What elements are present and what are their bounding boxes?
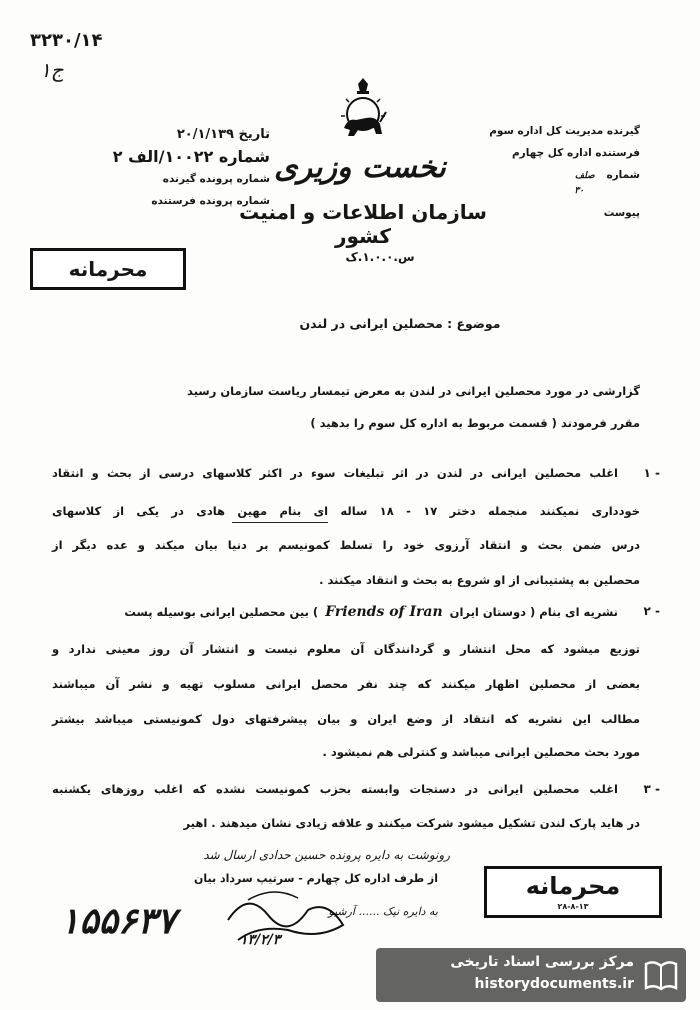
watermark-org: مرکز بررسی اسناد تاریخی [450,954,634,970]
item-2-line-2: توزیع میشود که محل انتشار و گردانندگان آن معلوم نیست و انتشار آن روز معینی ندارد و [52,642,640,656]
meta-number: شماره ۱۰۰۲۲/الف ۲ [112,147,270,166]
letterhead-code: س.۱.۰.۰.ک [345,250,415,264]
watermark [376,948,686,1002]
meta-file-receiver: شماره پرونده گیرنده [162,173,270,185]
underline-mark [232,522,328,523]
left-meta [65,124,270,212]
lion-and-sun-emblem [336,78,390,148]
letterhead-title: نخست وزیری [274,150,446,185]
item-2-text-pre: نشریه ای بنام ( دوستان ایران [449,605,618,619]
watermark-site: historydocuments.ir [474,976,634,992]
signature-date: ۱۳/۲/۳ [240,932,281,948]
top-left-number: ۳۲۳۰/۱۴ [30,30,103,51]
intro-line-2: مقرر فرمودند ( قسمت مربوط به اداره کل سوم را بدهید ) [310,416,640,430]
top-left-note: ۱ج [40,58,64,82]
subject: موضوع : محصلین ایرانی در لندن [299,316,501,331]
item-1-line-3: درس ضمن بحث و انتقاد آرزوی خود را تسلط کمونیسم بر دنیا بیان میکند و عده دیگر از [52,538,640,552]
item-1-line-2: خودداری نمیکنند منجمله دختر ۱۷ - ۱۸ ساله ای بنام مهین هادی در یکی از کلاسهای [52,504,640,518]
archive-number: ۱۵۵۶۳۷ [60,900,177,942]
meta-number-label: شماره [606,169,640,181]
item-2-line-1 [52,604,618,620]
stamp-bottom-text: محرمانه [525,872,621,900]
item-3-line-1: اغلب محصلین ایرانی در دستجات وابسته بحزب کمونیست نشده که اغلب روزهای یکشنبه [52,782,618,796]
letterhead-organization: سازمان اطلاعات و امنیت کشور [239,200,487,248]
meta-number-value-1: صلف [574,171,595,181]
meta-receiver: گیرنده مدیریت کل اداره سوم [489,125,640,137]
item-number-3: ۳ - [643,782,660,796]
meta-file-sender: شماره پرونده فرستنده [151,195,270,207]
item-2-line-4: مطالب این نشریه که انتقاد از وضع ایران و بیان پیشرفتهای دول کمونیستی میباشد بیشتر [52,712,640,726]
item-2-line-3: بعضی از محصلین اظهار میکنند که چند نفر محصل ایرانی مسلوب تهیه و نشر آن میباشند [52,677,640,691]
item-number-1: ۱ - [643,466,660,480]
item-2-text-post: ) بین محصلین ایرانی بوسیله پست [124,605,319,619]
item-number-2: ۲ - [643,604,660,618]
intro-line-1: گزارشی در مورد محصلین ایرانی در لندن به معرض تیمسار ریاست سازمان رسید [187,384,640,398]
meta-number-row [460,164,640,198]
item-3-line-2: در هاید پارک لندن تشکیل میشود شرکت میکنند و علاقه زیادی نشان میدهند . اهیر [183,816,640,830]
item-1-line-1: اغلب محصلین ایرانی در لندن در اثر تبلیغات سوء در اکثر کلاسهای درسی از بحث و انتقاد [52,466,618,480]
confidential-stamp-top: محرمانه [30,248,186,290]
meta-date: تاریخ ۲۰/۱/۱۳۹ [176,127,270,142]
footer-line: از طرف اداره کل چهارم - سرتیپ سرداد بیان [193,872,438,885]
meta-number-value-2: ۳۰ [574,186,584,196]
signature-mark [218,880,358,960]
book-icon [642,956,680,994]
confidential-stamp-bottom [484,866,662,918]
stamp-bottom-small: ۲۸-۸-۱۳ [557,902,589,911]
right-meta [460,120,640,224]
item-2-english-title: Friends of Iran [325,604,443,620]
item-2-line-5: مورد بحث محصلین ایرانی میباشد و کنترلی هم نمیشود . [322,745,640,759]
handwritten-note: رونوشت به دایره پرونده حسین حدادی ارسال شد [203,848,450,862]
footer-line-2: به دایره نیک ...... آرشیو [328,905,438,918]
item-1-line-4: محصلین به پشتیبانی از او شروع به بحث و انتقاد میکنند . [319,573,640,587]
meta-attachment: پیوست [603,207,640,219]
meta-sender: فرستنده اداره کل چهارم [511,147,640,159]
